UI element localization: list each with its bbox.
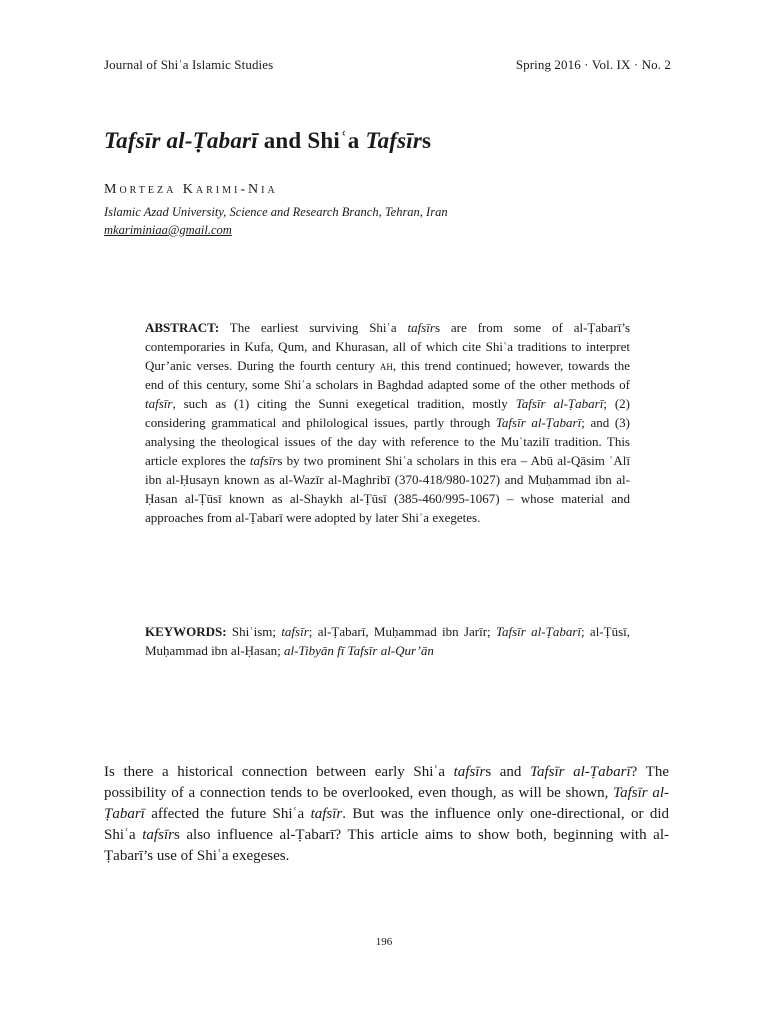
abstract-text: ; and (3) analysing the theological issues of the day with reference to the Muʿtazilī tradition. This article explores the	[145, 415, 630, 468]
author-email-link[interactable]: mkariminiaa@gmail.com	[104, 223, 232, 237]
keyword-text: ; al-Ṭūsī, Muḥammad ibn al-Ḥasan;	[145, 624, 630, 658]
abstract-text: ; (2) considering grammatical and philological issues, partly through	[145, 396, 630, 430]
body-text: ? The possibility of a connection tends to be overlooked, even though, as will be shown,	[104, 764, 669, 801]
abstract-label: ABSTRACT:	[145, 320, 220, 335]
body-text: s also influence al-Ṭabarī? This article aims to show both, beginning with al-Ṭabarī’s use of Shiʿa exegeses.	[104, 827, 669, 864]
body-text: . But was the influence only one-directional, or did Shiʿa	[104, 806, 669, 843]
keywords-label: KEYWORDS:	[145, 624, 227, 639]
abstract-text: The earliest surviving Shiʿa	[219, 320, 408, 335]
keywords	[145, 622, 630, 660]
body-italic: Tafsīr al-Ṭabarī	[530, 764, 631, 780]
abstract-text: , such as (1) citing the Sunni exegetical tradition, mostly	[172, 396, 516, 411]
author-name: Morteza Karimi-Nia	[104, 182, 278, 197]
body-italic: tafsīr	[453, 764, 486, 780]
abstract-italic: Tafsīr al-Ṭabarī	[495, 415, 582, 430]
abstract-italic: tafsīr	[407, 320, 435, 335]
keyword-italic: tafsīr	[281, 624, 309, 639]
journal-name: Journal of Shiʿa Islamic Studies	[104, 57, 274, 72]
abstract-italic: Tafsīr al-Ṭabarī	[515, 396, 604, 411]
page-number: 196	[375, 936, 393, 948]
keyword-text: Shiʿism;	[226, 624, 282, 639]
abstract-italic: tafsīr	[249, 453, 278, 468]
abstract	[145, 318, 630, 527]
body-text: s and	[485, 764, 531, 780]
running-head	[104, 57, 671, 73]
issue-info: Spring 2016 · Vol. IX · No. 2	[515, 57, 671, 72]
author-affiliation: Islamic Azad University, Science and Research Branch, Tehran, Iran	[104, 205, 448, 219]
abstract-era-abbrev: ah	[379, 358, 393, 373]
abstract-text: s are from some of al-Ṭabarī’s contemporaries in Kufa, Qum, and Khurasan, all of which cite Shiʿa traditions to interpret Qur’anic verses. During the fourth century	[145, 320, 630, 373]
article-title	[104, 128, 671, 154]
abstract-italic: tafsīr	[145, 396, 173, 411]
body-text: affected the future Shiʿa	[144, 806, 311, 822]
title-plain-1: and Shiʿa	[257, 128, 366, 153]
body-italic: tafsīr	[142, 827, 174, 843]
body-italic: Tafsīr al-Ṭabarī	[104, 785, 669, 822]
keyword-italic: Tafsīr al-Ṭabarī	[495, 624, 581, 639]
abstract-text: , this trend continued; however, towards the end of this century, some Shiʿa scholars in Baghdad adapted some of the other methods of	[145, 358, 630, 392]
keyword-text: ; al-Ṭabarī, Muḥammad ibn Jarīr;	[308, 624, 496, 639]
abstract-text: s by two prominent Shiʿa scholars in this era – Abū al-Qāsim ʿAlī ibn al-Ḥusayn known as al-Wazīr al-Maghribī (370-418/980-1027) and Muḥammad ibn al-Ḥasan al-Ṭūsī known as al-Shaykh al-Ṭūsī (385-460/995-1067) – whose material and approaches from al-Ṭabarī were adopted by later Shiʿa exegetes.	[145, 453, 631, 525]
body-text: Is there a historical connection between early Shiʿa	[104, 764, 454, 780]
keyword-italic: al-Tibyān fī Tafsīr al-Qur’ān	[284, 643, 434, 658]
title-italic-2: Tafsīr	[365, 128, 423, 153]
title-italic-1: Tafsīr al-Ṭabarī	[104, 128, 258, 153]
body-paragraph	[104, 762, 669, 867]
body-italic: tafsīr	[310, 806, 343, 822]
title-plain-2: s	[422, 128, 432, 153]
